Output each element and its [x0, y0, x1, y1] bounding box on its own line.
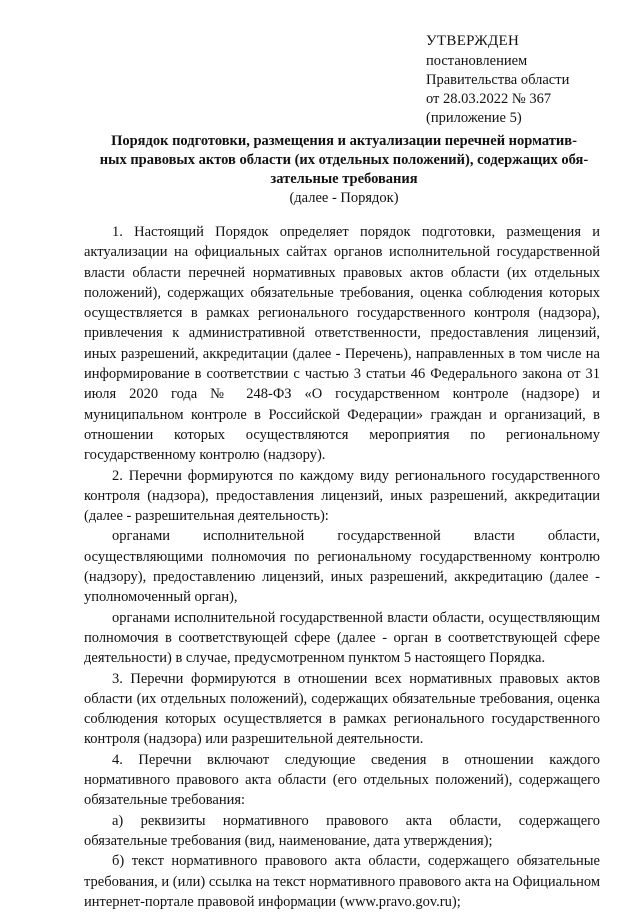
paragraph-1: 1. Настоящий Порядок определяет порядок подготовки, размещения и актуализации на официальных сайтах органов исполнительной государственной власти области перечней нормативных правовых актов области (их отдельных положений), содержащих обязательные требования, оценка соблюдения которых осуществляется в рамках регионального государственного контроля (надзора), привлечения к административной ответственности, предоставления лицензий, иных разрешений, аккредитации (далее - Перечень), направленных в том числе на информирование в соответствии с частью 3 статьи 46 Федерального закона от 31 июля 2020 года № 248-ФЗ «О государственном контроле (надзоре) и муниципальном контроле в Российской Федерации» граждан и организаций, в отношении которых осуществляются мероприятия по региональному государственному контролю (надзору).: [84, 224, 600, 464]
approval-heading: УТВЕРЖДЕН: [426, 33, 520, 49]
paragraph-2-item-1: органами исполнительной государственной власти области, осуществляющими полномочия по региональному государственному контролю (надзору), предоставлению лицензий, иных разрешений, аккредитацию (далее - уполномоченный орган),: [84, 528, 600, 606]
title-line: зательные требования: [270, 171, 418, 187]
title-line: Порядок подготовки, размещения и актуализации перечней норматив-: [111, 133, 577, 149]
paragraph-2: 2. Перечни формируются по каждому виду регионального государственного контроля (надзора), предоставления лицензий, иных разрешений, аккредитации (далее - разрешительная деятельность):: [84, 467, 600, 525]
document-title: [84, 132, 604, 208]
approval-line: (приложение 5): [426, 110, 522, 126]
approval-line: постановлением: [426, 53, 528, 69]
paragraph-4-item-a: а) реквизиты нормативного правового акта области, содержащего обязательные требования (вид, наименование, дата утверждения);: [84, 812, 600, 849]
title-line: ных правовых актов области (их отдельных положений), содержащих обя-: [99, 152, 589, 168]
approval-line: от 28.03.2022 № 367: [426, 91, 552, 107]
paragraph-3: 3. Перечни формируются в отношении всех нормативных правовых актов области (их отдельных положений), содержащих обязательные требования, оценка соблюдения которых осуществляется в рамках регионального государственного контроля (надзора) или разрешительной деятельности.: [84, 670, 600, 748]
title-subtitle: (далее - Порядок): [289, 190, 399, 206]
paragraph-4: 4. Перечни включают следующие сведения в отношении каждого нормативного правового акта области (его отдельных положений), содержащего обязательные требования:: [84, 751, 600, 809]
document-body: [84, 222, 600, 912]
approval-stamp: [426, 32, 626, 128]
paragraph-2-item-2: органами исполнительной государственной власти области, осуществляющим полномочия в соответствующей сфере (далее - орган в соответствующей сфере деятельности) в случае, предусмотренном пунктом 5 настоящего Порядка.: [84, 609, 600, 667]
paragraph-4-item-b: б) текст нормативного правового акта области, содержащего обязательные требования, и (или) ссылка на текст нормативного правового акта на Официальном интернет-портале правовой информации (www.pravo.gov.ru);: [84, 853, 600, 910]
approval-line: Правительства области: [426, 72, 570, 88]
